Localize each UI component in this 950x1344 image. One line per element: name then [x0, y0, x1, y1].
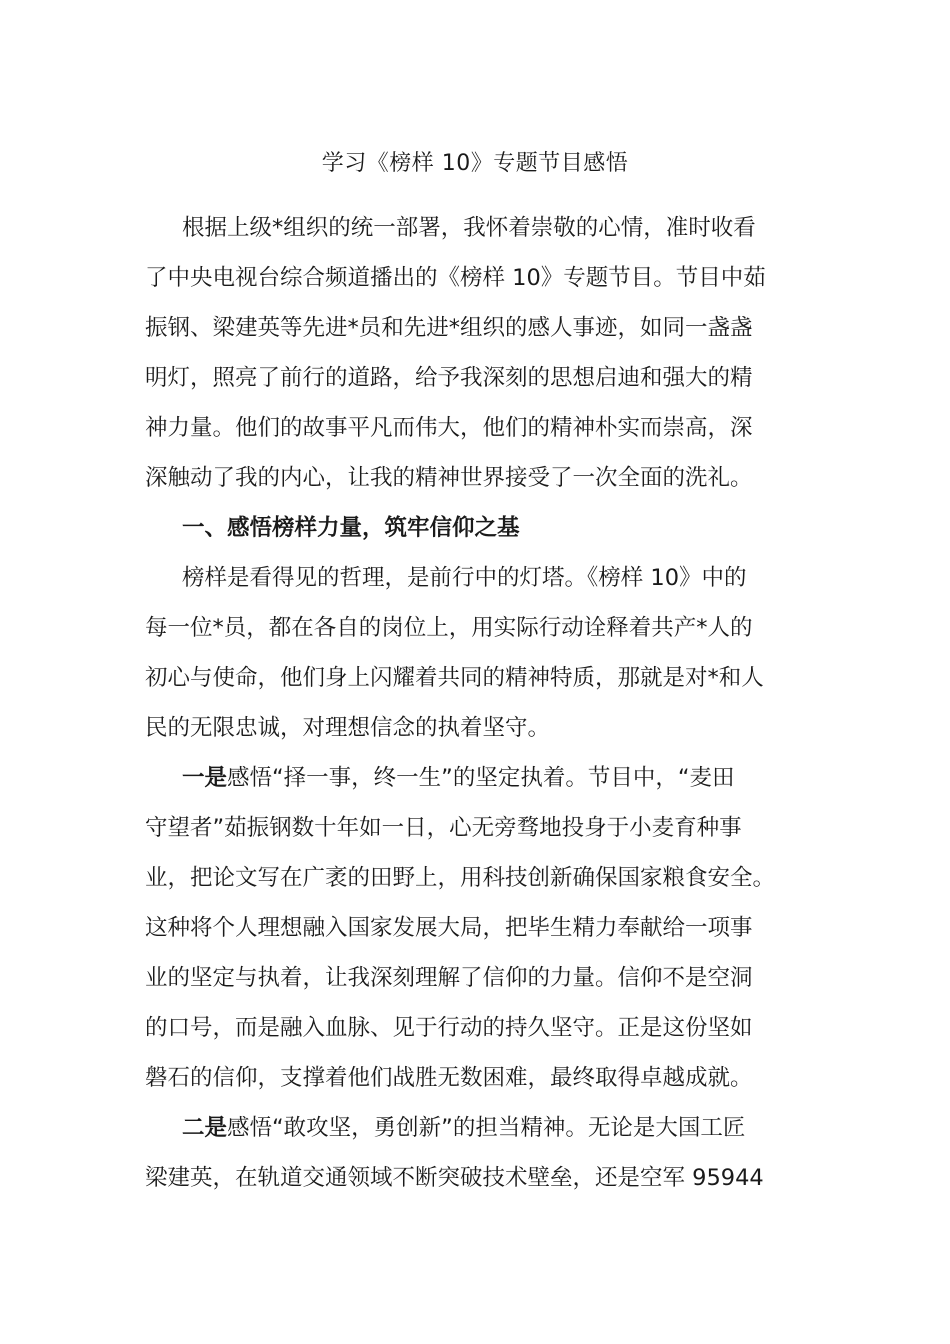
paragraph-line: 民的无限忠诚，对理想信念的执着坚守。 [145, 715, 551, 741]
paragraph-line: 业的坚定与执着，让我深刻理解了信仰的力量。信仰不是空洞 [145, 965, 753, 991]
paragraph-line: 初心与使命，他们身上闪耀着共同的精神特质，那就是对*和人 [145, 665, 764, 691]
paragraph-line: 明灯，照亮了前行的道路，给予我深刻的思想启迪和强大的精 [145, 365, 753, 391]
paragraph-line: 每一位*员，都在各自的岗位上，用实际行动诠释着共产*人的 [145, 615, 753, 641]
paragraph-line: 的口号，而是融入血脉、见于行动的持久坚守。正是这份坚如 [145, 1015, 753, 1041]
paragraph-line: 神力量。他们的故事平凡而伟大，他们的精神朴实而崇高，深 [145, 415, 753, 441]
point-lead: 一是 [182, 765, 228, 791]
point-text: 感悟“敢攻坚，勇创新”的担当精神。无论是大国工匠 [227, 1115, 746, 1141]
paragraph-line: 根据上级*组织的统一部署，我怀着崇敬的心情，准时收看 [182, 215, 756, 241]
paragraph-line: 榜样是看得见的哲理，是前行中的灯塔。《榜样 10》中的 [182, 565, 747, 591]
paragraph-line: 这种将个人理想融入国家发展大局，把毕生精力奉献给一项事 [145, 915, 753, 941]
paragraph-line: 业，把论文写在广袤的田野上，用科技创新确保国家粮食安全。 [145, 865, 776, 891]
paragraph-line [182, 1111, 745, 1145]
paragraph-line: 振钢、梁建英等先进*员和先进*组织的感人事迹，如同一盏盏 [145, 315, 753, 341]
page-title: 学习《榜样 10》专题节目感悟 [321, 151, 629, 176]
paragraph-line: 了中央电视台综合频道播出的《榜样 10》专题节目。节目中茹 [145, 265, 766, 291]
paragraph-line: 深触动了我的内心，让我的精神世界接受了一次全面的洗礼。 [145, 465, 753, 491]
section-heading: 一、感悟榜样力量，筑牢信仰之基 [182, 515, 520, 541]
paragraph-line: 梁建英，在轨道交通领域不断突破技术壁垒，还是空军 95944 [145, 1165, 764, 1191]
point-text: 感悟“择一事，终一生”的坚定执着。节目中，“麦田 [227, 765, 735, 791]
point-lead: 二是 [182, 1115, 228, 1141]
paragraph-line [182, 761, 735, 795]
paragraph-line: 磐石的信仰，支撑着他们战胜无数困难，最终取得卓越成就。 [145, 1065, 753, 1091]
paragraph-line: 守望者”茹振钢数十年如一日，心无旁骛地投身于小麦育种事 [145, 815, 742, 841]
